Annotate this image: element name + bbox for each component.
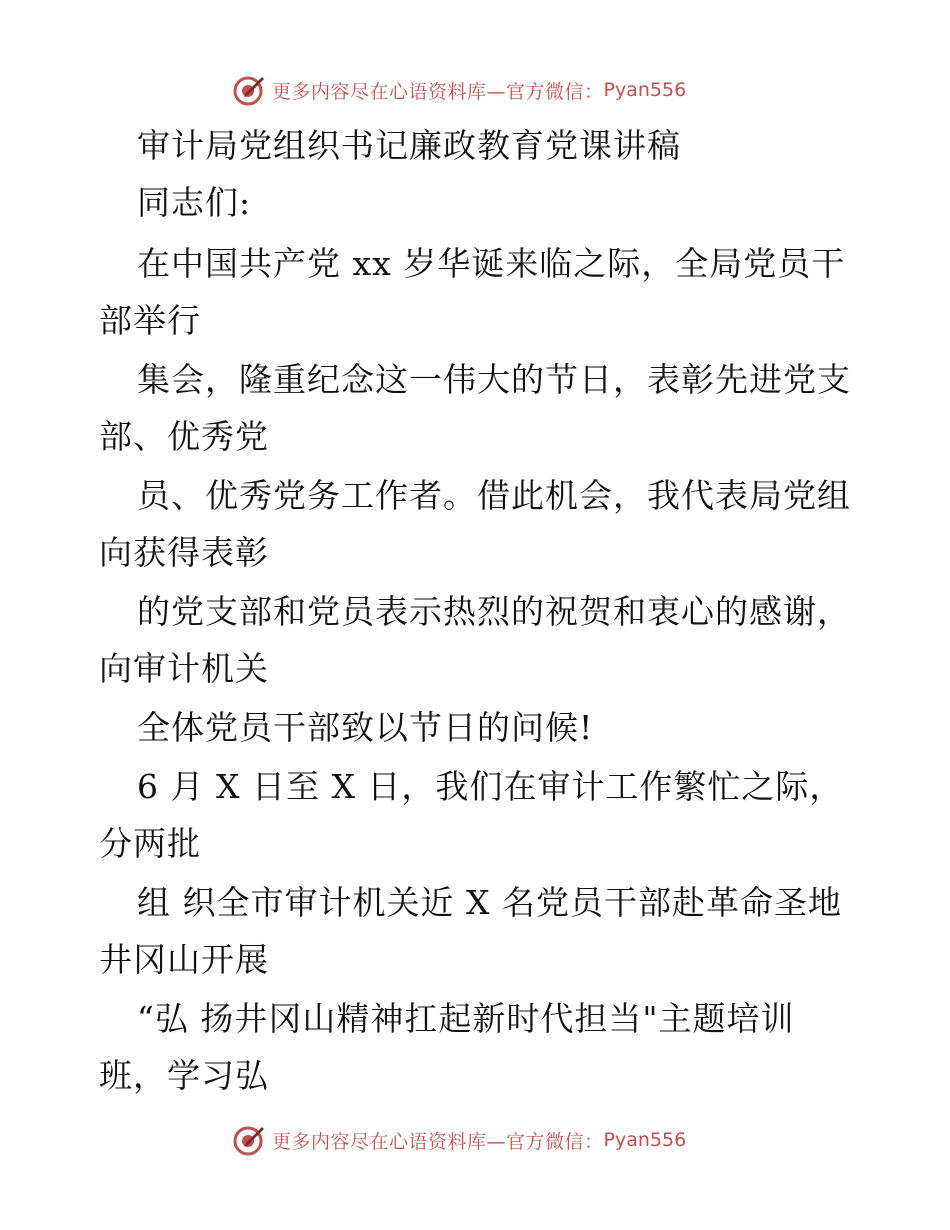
paragraph-line: 集会，隆重纪念这一伟大的节日，表彰先进党支 <box>137 360 851 399</box>
paragraph-line: “弘 扬井冈山精神扛起新时代担当"主题培训 <box>137 999 795 1038</box>
paragraph-line: 在中国共产党 xx 岁华诞来临之际，全局党员干 <box>137 244 846 283</box>
paragraph-line: 部、优秀党 <box>99 417 269 456</box>
banner-text: 更多内容尽在心语资料库—官方微信： <box>272 1130 604 1153</box>
paragraph-line: 分两批 <box>99 824 201 863</box>
paragraph-line: 的党支部和党员表示热烈的祝贺和衷心的感谢， <box>137 592 851 631</box>
footer-banner <box>232 1120 686 1160</box>
paragraph-line: 部举行 <box>99 301 201 340</box>
document-title: 审计局党组织书记廉政教育党课讲稿 <box>137 126 681 165</box>
paragraph-line: 全体党员干部致以节日的问候! <box>137 708 594 747</box>
paragraph-line: 向获得表彰 <box>99 533 269 572</box>
pen-logo-icon <box>232 1123 266 1157</box>
paragraph-line: 班，学习弘 <box>99 1056 269 1095</box>
paragraph-line: 井冈山开展 <box>99 940 269 979</box>
wechat-id: Pyan556 <box>603 79 687 101</box>
paragraph-line: 组 织全市审计机关近 X 名党员干部赴革命圣地 <box>137 883 842 922</box>
wechat-id: Pyan556 <box>603 1129 687 1151</box>
paragraph-line: 向审计机关 <box>99 649 269 688</box>
banner-text: 更多内容尽在心语资料库—官方微信： <box>272 80 604 103</box>
paragraph-line: 6 月 X 日至 X 日，我们在审计工作繁忙之际， <box>137 767 844 806</box>
paragraph-line: 员、优秀党务工作者。借此机会，我代表局党组 <box>137 476 851 515</box>
pen-logo-icon <box>232 73 266 107</box>
greeting: 同志们: <box>137 183 252 222</box>
header-banner <box>232 70 686 110</box>
